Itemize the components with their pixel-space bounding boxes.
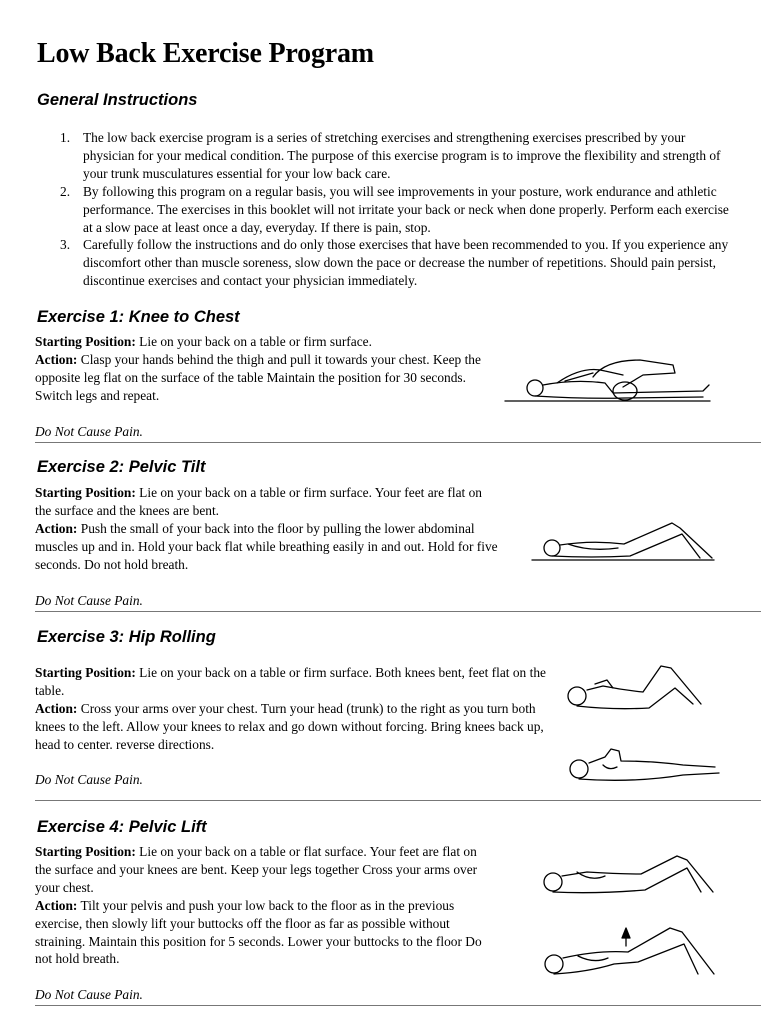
exercise-1-caution: Do Not Cause Pain. <box>35 424 143 439</box>
pelvic-lift-raised-illustration <box>538 920 718 980</box>
list-number: 3. <box>60 237 71 253</box>
exercise-2-description <box>35 484 500 574</box>
list-text: By following this program on a regular basis, you will see improvements in your posture, work endurance and athletic performance. The exercises in this booklet will not irritate your back or neck when done properly. Perform each exercise at a slow pace at least once a day, everyday. If there is pain, stop. <box>83 183 729 235</box>
exercise-1-action: Clasp your hands behind the thigh and pull it towards your chest. Keep the opposite leg flat on the surface of the table Maintain the position for 30 seconds. Switch legs and repeat. <box>35 351 481 403</box>
action-label: Action: <box>35 897 78 913</box>
exercise-4-description <box>35 843 495 968</box>
exercise-3-description <box>35 664 555 754</box>
list-text: Carefully follow the instructions and do only those exercises that have been recommended to you. If you experience any discomfort other than muscle soreness, slow down the pace or decrease the number of repetitions. Should pain persist, discontinue exercises and contact your physician immediately. <box>83 237 729 289</box>
exercise-1-description <box>35 333 490 405</box>
starting-label: Starting Position: <box>35 844 136 859</box>
exercise-4-caution: Do Not Cause Pain. <box>35 987 143 1002</box>
exercise-2-caution: Do Not Cause Pain. <box>35 593 143 608</box>
hip-rolling-knees-down-illustration <box>563 745 728 785</box>
pelvic-lift-start-illustration <box>537 852 717 898</box>
exercise-1-title: Exercise 1: Knee to Chest <box>37 308 240 326</box>
exercise-4-starting: Lie on your back on a table or flat surface. Your feet are flat on the surface and your knees are bent. Keep your legs together Cross your arms over your chest. <box>35 844 478 895</box>
exercise-3-action: Cross your arms over your chest. Turn your head (trunk) to the right as you turn both knees to the left. Allow your knees to relax and go down without forcing. Bring knees back up, head to center. reverse directions. <box>35 700 544 752</box>
action-label: Action: <box>35 520 78 536</box>
general-instructions-list <box>0 129 768 290</box>
list-number: 2. <box>60 183 71 199</box>
exercise-2-starting: Lie on your back on a table or firm surface. Your feet are flat on the surface and the knees are bent. <box>35 485 482 518</box>
starting-label: Starting Position: <box>35 665 136 680</box>
exercise-3-title: Exercise 3: Hip Rolling <box>37 628 216 646</box>
knee-to-chest-illustration <box>505 355 715 405</box>
exercise-3-starting: Lie on your back on a table or firm surface. Both knees bent, feet flat on the table. <box>35 665 546 698</box>
list-item <box>0 129 768 183</box>
section-divider <box>35 611 761 612</box>
exercise-2-title: Exercise 2: Pelvic Tilt <box>37 458 206 476</box>
list-item <box>0 236 768 290</box>
exercise-2-action: Push the small of your back into the floor by pulling the lower abdominal muscles up and in. Hold your back flat while breathing easily in and out. Hold for five seconds. Do not hold breath. <box>35 520 498 572</box>
exercise-1-starting: Lie on your back on a table or firm surface. <box>139 334 372 349</box>
section-divider <box>35 800 761 801</box>
general-instructions-heading: General Instructions <box>37 91 198 109</box>
exercise-4-action: Tilt your pelvis and push your low back to the floor as in the previous exercise, then slowly lift your buttocks off the floor as far as possible without straining. Maintain this position for 5 seconds. Lower your buttocks to the floor Do not hold breath. <box>35 897 482 967</box>
page-title: Low Back Exercise Program <box>37 38 374 69</box>
exercise-3-caution: Do Not Cause Pain. <box>35 772 143 787</box>
section-divider <box>35 442 761 443</box>
section-divider <box>35 1005 761 1006</box>
pelvic-tilt-illustration <box>532 518 722 566</box>
exercise-4-title: Exercise 4: Pelvic Lift <box>37 818 207 836</box>
list-text: The low back exercise program is a series of stretching exercises and strengthening exercises prescribed by your physician for your medical condition. The purpose of this exercise program is to improve the flexibility and strength of your trunk musculatures essential for your low back care. <box>83 130 721 181</box>
hip-rolling-knees-bent-illustration <box>563 662 723 714</box>
action-label: Action: <box>35 700 78 716</box>
action-label: Action: <box>35 351 78 367</box>
list-number: 1. <box>60 130 71 145</box>
starting-label: Starting Position: <box>35 485 136 500</box>
starting-label: Starting Position: <box>35 334 136 349</box>
list-item <box>0 183 768 237</box>
